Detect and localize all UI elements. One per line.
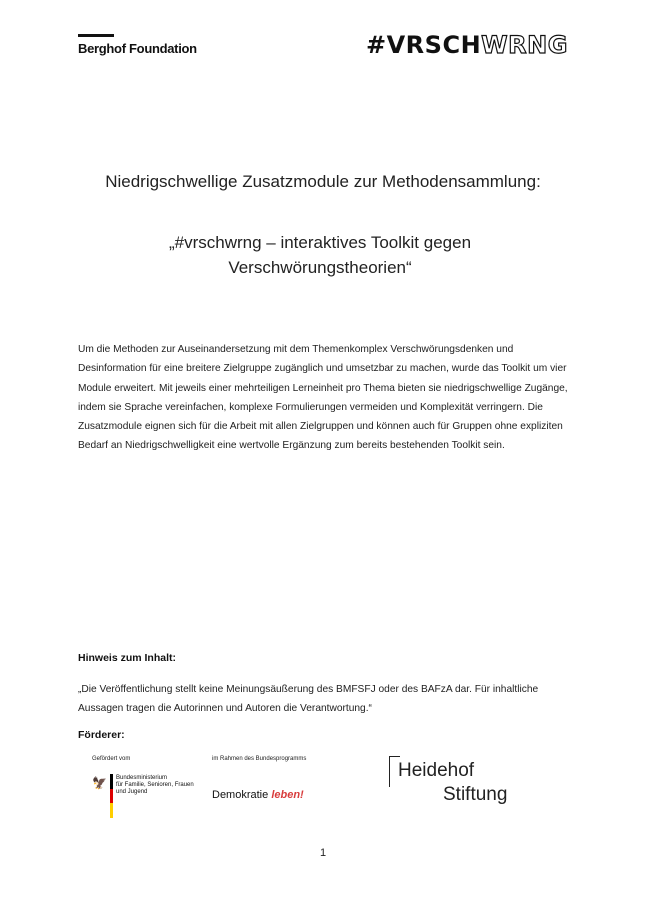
flag-stripe-black [110, 774, 113, 789]
berghof-logo-text: Berghof Foundation [78, 41, 197, 56]
page-number: 1 [319, 847, 327, 859]
hinweis-heading: Hinweis zum Inhalt: [78, 652, 177, 664]
berghof-logo-bar [78, 34, 114, 37]
foerderer-heading: Förderer: [78, 729, 125, 741]
vrschwrng-logo-outline: WRNG [481, 31, 568, 59]
hinweis-text: „Die Veröffentlichung stellt keine Meinungsäußerung des BMFSFJ oder des BAFzA dar. Für inhaltliche Aussagen tragen die Autorinnen und Autoren die Verantwortung.“ [78, 684, 539, 715]
page-title: Niedrigschwellige Zusatzmodule zur Methodensammlung: [105, 172, 541, 191]
german-flag-icon [110, 774, 113, 818]
bmfsfj-logo [92, 756, 212, 820]
heidehof-stiftung-logo [389, 756, 519, 810]
intro-paragraph: Um die Methoden zur Auseinandersetzung mit dem Themenkomplex Verschwörungsdenken und Desinformation für eine breitere Zielgruppe zugänglich und umsetzbar zu machen, wurde das Toolkit um vier Module erweitert. Mit jeweils einer mehrteiligen Lerneinheit pro Thema bieten sie niedrigschwellige Zugänge, indem sie Sprache vereinfachen, komplexe Formulierungen vermeiden und Komplexität verringern. Die Zusatzmodule eignen sich für die Arbeit mit allen Zielgruppen und können auch für Gruppen ohne expliziten Bedarf an Niedrigschwelligkeit eine wertvolle Ergänzung zum bereits bestehenden Toolkit sein. [78, 344, 568, 452]
vrschwrng-logo-solid: #VRSCH [366, 31, 482, 59]
flag-stripe-red [110, 789, 113, 804]
bmfsfj-name-line: Bundesministerium [116, 775, 168, 781]
bmfsfj-name-line: für Familie, Senioren, Frauen [116, 782, 194, 788]
bmfsfj-caption: Gefördert vom [92, 756, 131, 762]
berghof-logo [78, 34, 197, 56]
page-subtitle: „#vrschwrng – interaktives Toolkit gegen Verschwörungstheorien“ [168, 233, 472, 277]
demokratie-caption: im Rahmen des Bundesprogramms [212, 756, 307, 762]
bmfsfj-name [116, 775, 194, 796]
flag-stripe-gold [110, 803, 113, 818]
heidehof-logo-line1: Heidehof [398, 760, 475, 781]
bmfsfj-name-line: und Jugend [116, 789, 148, 795]
leben-word: leben! [271, 789, 304, 801]
eagle-icon: 🦅 [92, 776, 107, 790]
demokratie-leben-logo [212, 756, 306, 801]
demokratie-word: Demokratie [212, 789, 269, 801]
vrschwrng-logo [366, 31, 568, 59]
heidehof-logo-line2: Stiftung [443, 784, 508, 805]
demokratie-logo-text [212, 789, 306, 801]
